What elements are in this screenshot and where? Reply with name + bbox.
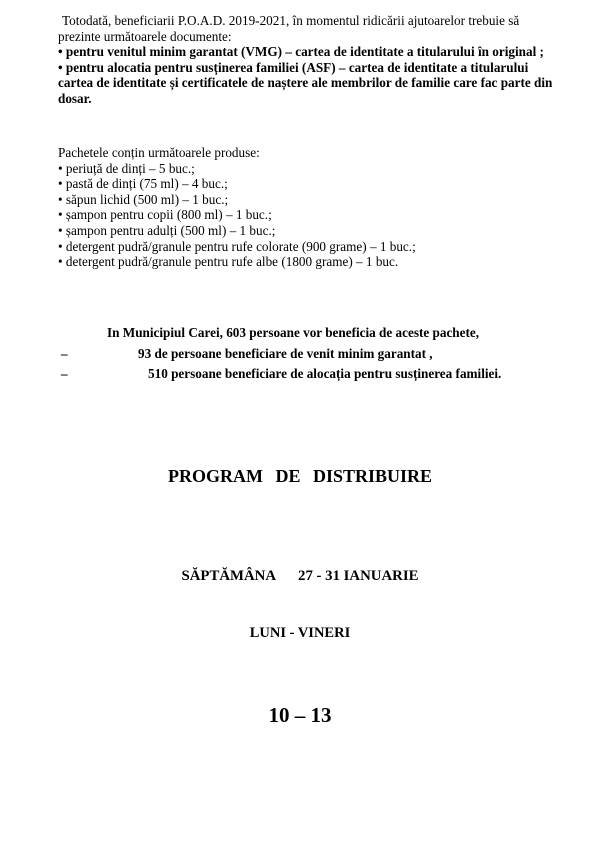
week-line bbox=[0, 568, 600, 585]
vmg-document-item: • pentru venitul minim garantat (VMG) – cartea de identitate a titularului în original ; bbox=[58, 44, 544, 59]
product-item: • șampon pentru adulți (500 ml) – 1 buc.; bbox=[58, 222, 276, 238]
dash-bullet: – bbox=[61, 366, 68, 381]
product-item: • detergent pudră/granule pentru rufe colorate (900 grame) – 1 buc.; bbox=[58, 238, 416, 254]
package-contents-section bbox=[58, 145, 558, 270]
documents-intro-text: Totodată, beneficiarii P.O.A.D. 2019-2021, în momentul ridicării ajutoarelor trebuie să prezinte următoarele documente: bbox=[58, 13, 520, 44]
distribution-hours: 10 – 13 bbox=[268, 703, 332, 727]
week-label: SĂPTĂMÂNA bbox=[181, 568, 277, 584]
asf-document-item: • pentru alocatia pentru susținerea familiei (ASF) – cartea de identitate a titularului cartea de identitate și certificatele de naștere ale membrilor de familie care fac parte din dosar. bbox=[58, 59, 553, 106]
product-item: • periuță de dinți – 5 buc.; bbox=[58, 160, 195, 176]
product-item: • săpun lichid (500 ml) – 1 buc.; bbox=[58, 191, 229, 207]
asf-beneficiaries-text: 510 persoane beneficiare de alocația pentru susținerea familiei. bbox=[148, 366, 502, 381]
product-item: • șampon pentru copii (800 ml) – 1 buc.; bbox=[58, 207, 272, 223]
week-range: 27 - 31 IANUARIE bbox=[298, 568, 419, 584]
required-documents-section bbox=[58, 13, 558, 106]
program-title: PROGRAM DE DISTRIBUIRE bbox=[167, 466, 433, 486]
product-item: • pastă de dinți (75 ml) – 4 buc.; bbox=[58, 176, 228, 192]
distribution-days: LUNI - VINERI bbox=[249, 625, 351, 641]
vmg-beneficiaries-text: 93 de persoane beneficiare de venit minim garantat , bbox=[138, 345, 433, 361]
dash-bullet: – bbox=[61, 345, 68, 361]
beneficiaries-summary bbox=[0, 323, 600, 385]
beneficiaries-total-text: In Municipiul Carei, 603 persoane vor beneficia de aceste pachete, bbox=[107, 325, 480, 340]
product-item: • detergent pudră/granule pentru rufe albe (1800 grame) – 1 buc. bbox=[58, 254, 399, 270]
package-contents-heading: Pachetele conțin următoarele produse: bbox=[58, 145, 260, 160]
